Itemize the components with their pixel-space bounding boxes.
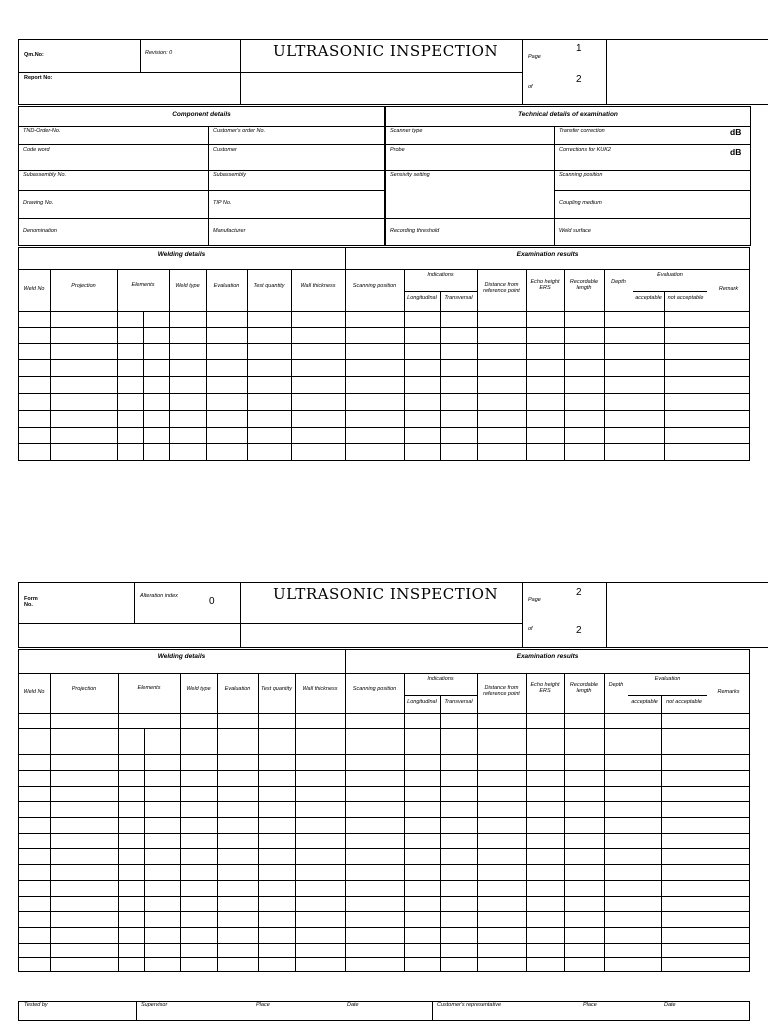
divider bbox=[18, 623, 240, 624]
tip-no-label: TIP No. bbox=[213, 200, 232, 206]
weld-surface-label: Weld surface bbox=[559, 228, 591, 234]
weld-type-header: Weld type bbox=[186, 686, 211, 692]
divider bbox=[606, 582, 607, 648]
longitudinal-header: Longitudinal bbox=[407, 295, 437, 301]
table-row bbox=[18, 343, 750, 344]
acceptable-header: acceptable bbox=[635, 295, 662, 301]
revision-label: Revision: 0 bbox=[145, 50, 173, 56]
table-frame bbox=[18, 247, 750, 461]
table-row bbox=[18, 880, 750, 881]
divider bbox=[143, 311, 144, 461]
table-row bbox=[18, 327, 750, 328]
acceptable-header: acceptable bbox=[631, 699, 658, 705]
divider bbox=[526, 673, 527, 972]
evaluation-header: Evaluation bbox=[657, 272, 683, 278]
elements-header: Elements bbox=[131, 282, 155, 288]
table-row bbox=[18, 359, 750, 360]
weld-type-header: Weld type bbox=[175, 283, 200, 289]
divider bbox=[295, 673, 296, 972]
table-row bbox=[18, 957, 750, 958]
table-row bbox=[18, 376, 750, 377]
divider bbox=[50, 269, 51, 461]
divider bbox=[169, 269, 170, 461]
table-row bbox=[18, 786, 750, 787]
welding-details-heading: Welding details bbox=[157, 251, 206, 258]
depth-header: Depth bbox=[608, 682, 624, 688]
divider bbox=[522, 39, 523, 105]
divider bbox=[208, 126, 209, 246]
divider bbox=[661, 695, 662, 972]
not-acceptable-header: not acceptable bbox=[667, 295, 704, 301]
subassembly-no-label: Subassembly No. bbox=[23, 172, 67, 178]
table-row bbox=[18, 848, 750, 849]
divider bbox=[18, 673, 750, 674]
technical-details-heading: Technical details of examination bbox=[518, 111, 618, 118]
code-word-label: Code word bbox=[23, 147, 50, 153]
divider bbox=[522, 582, 523, 648]
qm-no-label: Qm.No: bbox=[24, 52, 44, 58]
divider bbox=[18, 126, 751, 127]
divider bbox=[136, 1001, 137, 1021]
sensivity-setting-label: Sensivity setting bbox=[390, 172, 430, 178]
projection-header: Projection bbox=[71, 686, 97, 692]
indications-header: Indications bbox=[427, 676, 454, 682]
table-row bbox=[18, 770, 750, 771]
table-row bbox=[18, 927, 750, 928]
coupling-medium-label: Coupling medium bbox=[559, 200, 602, 206]
divider bbox=[134, 582, 135, 623]
place-label: Place bbox=[256, 1002, 270, 1008]
projection-header: Projection bbox=[71, 283, 96, 289]
divider bbox=[604, 673, 605, 972]
table-row bbox=[18, 896, 750, 897]
divider bbox=[50, 673, 51, 972]
transversal-header: Transversal bbox=[444, 295, 473, 301]
welding-details-heading: Welding details bbox=[157, 653, 206, 660]
divider bbox=[206, 269, 207, 461]
test-quantity-header: Test quantity bbox=[253, 283, 285, 289]
indications-header: Indications bbox=[427, 272, 454, 278]
alteration-index-label: Alteration index bbox=[140, 593, 178, 599]
recordable-length-header: Recordable length bbox=[569, 682, 599, 695]
divider bbox=[404, 673, 405, 972]
divider bbox=[247, 269, 248, 461]
page-label-2: Page bbox=[528, 597, 541, 603]
table-row bbox=[18, 943, 750, 944]
divider bbox=[240, 72, 522, 73]
divider bbox=[18, 72, 240, 73]
table-row bbox=[18, 713, 750, 714]
signature-row bbox=[18, 1001, 750, 1021]
divider bbox=[144, 728, 145, 972]
weld-no-header: Weld No bbox=[23, 689, 45, 695]
table-row bbox=[18, 911, 750, 912]
transfer-correction-unit: dB bbox=[730, 127, 742, 137]
divider bbox=[140, 39, 141, 72]
divider bbox=[18, 269, 750, 270]
divider bbox=[526, 269, 527, 461]
scanning-position-header: Scanning position bbox=[352, 686, 397, 692]
divider bbox=[240, 582, 241, 648]
weld-no-header: Weld No bbox=[23, 286, 45, 292]
examination-results-heading: Examination results bbox=[516, 251, 579, 258]
divider bbox=[477, 269, 478, 461]
customer-order-label: Customer's order No. bbox=[213, 128, 266, 134]
divider bbox=[18, 218, 751, 219]
divider bbox=[554, 190, 751, 191]
alteration-index-value: 0 bbox=[209, 596, 215, 607]
echo-height-header: Echo height ERS bbox=[530, 682, 560, 695]
scanning-position-header: Scanning position bbox=[352, 283, 397, 289]
divider bbox=[633, 291, 707, 292]
probe-label: Probe bbox=[390, 147, 405, 153]
table-row bbox=[18, 817, 750, 818]
divider bbox=[564, 269, 565, 461]
divider bbox=[18, 144, 751, 145]
divider bbox=[240, 623, 522, 624]
divider bbox=[258, 673, 259, 972]
evaluation-column-header: Evaluation bbox=[213, 283, 240, 289]
date-label-2: Date bbox=[664, 1002, 676, 1008]
report-no-label: Report No: bbox=[24, 75, 53, 81]
tested-by-label: Tested by bbox=[24, 1002, 48, 1008]
divider bbox=[554, 126, 555, 246]
customer-representative-label: Customer's representative bbox=[437, 1002, 502, 1008]
divider bbox=[117, 269, 118, 461]
divider bbox=[18, 170, 751, 171]
divider bbox=[217, 673, 218, 972]
table-row bbox=[18, 728, 750, 729]
divider bbox=[345, 673, 346, 972]
divider bbox=[440, 291, 441, 461]
page-total: 2 bbox=[576, 74, 582, 85]
table-row bbox=[18, 801, 750, 802]
divider bbox=[477, 673, 478, 972]
page-number: 1 bbox=[576, 43, 582, 54]
echo-height-header: Echo height ERS bbox=[530, 279, 560, 292]
divider bbox=[432, 1001, 433, 1021]
divider bbox=[604, 269, 605, 461]
divider bbox=[180, 673, 181, 972]
table-row bbox=[18, 410, 750, 411]
place-label-2: Place bbox=[583, 1002, 597, 1008]
page-title: ULTRASONIC INSPECTION bbox=[273, 42, 499, 60]
examination-results-heading: Examination results bbox=[516, 653, 579, 660]
page-number-2: 2 bbox=[576, 587, 582, 598]
remark-header: Remark bbox=[718, 286, 739, 292]
wall-thickness-header: Wall thickness bbox=[300, 283, 336, 289]
divider bbox=[291, 269, 292, 461]
scanner-type-label: Scanner type bbox=[390, 128, 423, 134]
divider bbox=[664, 291, 665, 461]
remark-header: Remarks bbox=[717, 689, 740, 695]
not-acceptable-header: not acceptable bbox=[666, 699, 702, 705]
test-quantity-header: Test quantity bbox=[261, 686, 292, 692]
of-label: of bbox=[528, 84, 533, 90]
date-label: Date bbox=[347, 1002, 359, 1008]
of-label-2: of bbox=[528, 626, 533, 632]
transfer-correction-label: Transfer correction bbox=[559, 128, 605, 134]
divider bbox=[345, 269, 346, 461]
denomination-label: Denomination bbox=[23, 228, 57, 234]
table-row bbox=[18, 393, 750, 394]
recording-threshold-label: Recording threshold bbox=[390, 228, 440, 234]
distance-header: Distance from reference point bbox=[483, 282, 520, 295]
corrections-unit: dB bbox=[730, 147, 742, 157]
evaluation-column-header: Evaluation bbox=[224, 686, 251, 692]
longitudinal-header: Longitudinal bbox=[407, 699, 437, 705]
divider bbox=[564, 673, 565, 972]
wall-thickness-header: Wall thickness bbox=[302, 686, 338, 692]
corrections-kuk2-label: Corrections for KUK2 bbox=[559, 147, 611, 153]
page-total-2: 2 bbox=[576, 625, 582, 636]
page-title-2: ULTRASONIC INSPECTION bbox=[273, 585, 499, 603]
divider bbox=[118, 673, 119, 972]
form-no-label: Form No. bbox=[24, 596, 38, 609]
drawing-no-label: Drawing No. bbox=[23, 200, 54, 206]
table-row bbox=[18, 833, 750, 834]
divider bbox=[18, 190, 385, 191]
customer-label: Customer bbox=[213, 147, 237, 153]
subassembly-label: Subassembly bbox=[213, 172, 247, 178]
page-label: Page bbox=[528, 54, 541, 60]
table-row bbox=[18, 311, 750, 312]
divider bbox=[440, 695, 441, 972]
divider bbox=[628, 695, 707, 696]
transversal-header: Transversal bbox=[444, 699, 473, 705]
table-row bbox=[18, 864, 750, 865]
table-row bbox=[18, 427, 750, 428]
depth-header: Depth bbox=[611, 279, 626, 285]
component-details-box bbox=[18, 106, 385, 246]
supervisor-label: Supervisor bbox=[141, 1002, 168, 1008]
table-frame bbox=[18, 649, 750, 972]
tnd-order-label: TND-Order-No. bbox=[23, 128, 61, 134]
evaluation-header: Evaluation bbox=[654, 676, 681, 682]
divider bbox=[606, 39, 607, 105]
table-row bbox=[18, 754, 750, 755]
recordable-length-header: Recordable length bbox=[569, 279, 599, 292]
manufacturer-label: Manufacturer bbox=[213, 228, 246, 234]
distance-header: Distance from reference point bbox=[483, 685, 520, 698]
elements-header: Elements bbox=[137, 685, 161, 691]
component-details-heading: Component details bbox=[172, 111, 231, 118]
scanning-position-label: Scanning position bbox=[559, 172, 603, 178]
table-row bbox=[18, 443, 750, 444]
